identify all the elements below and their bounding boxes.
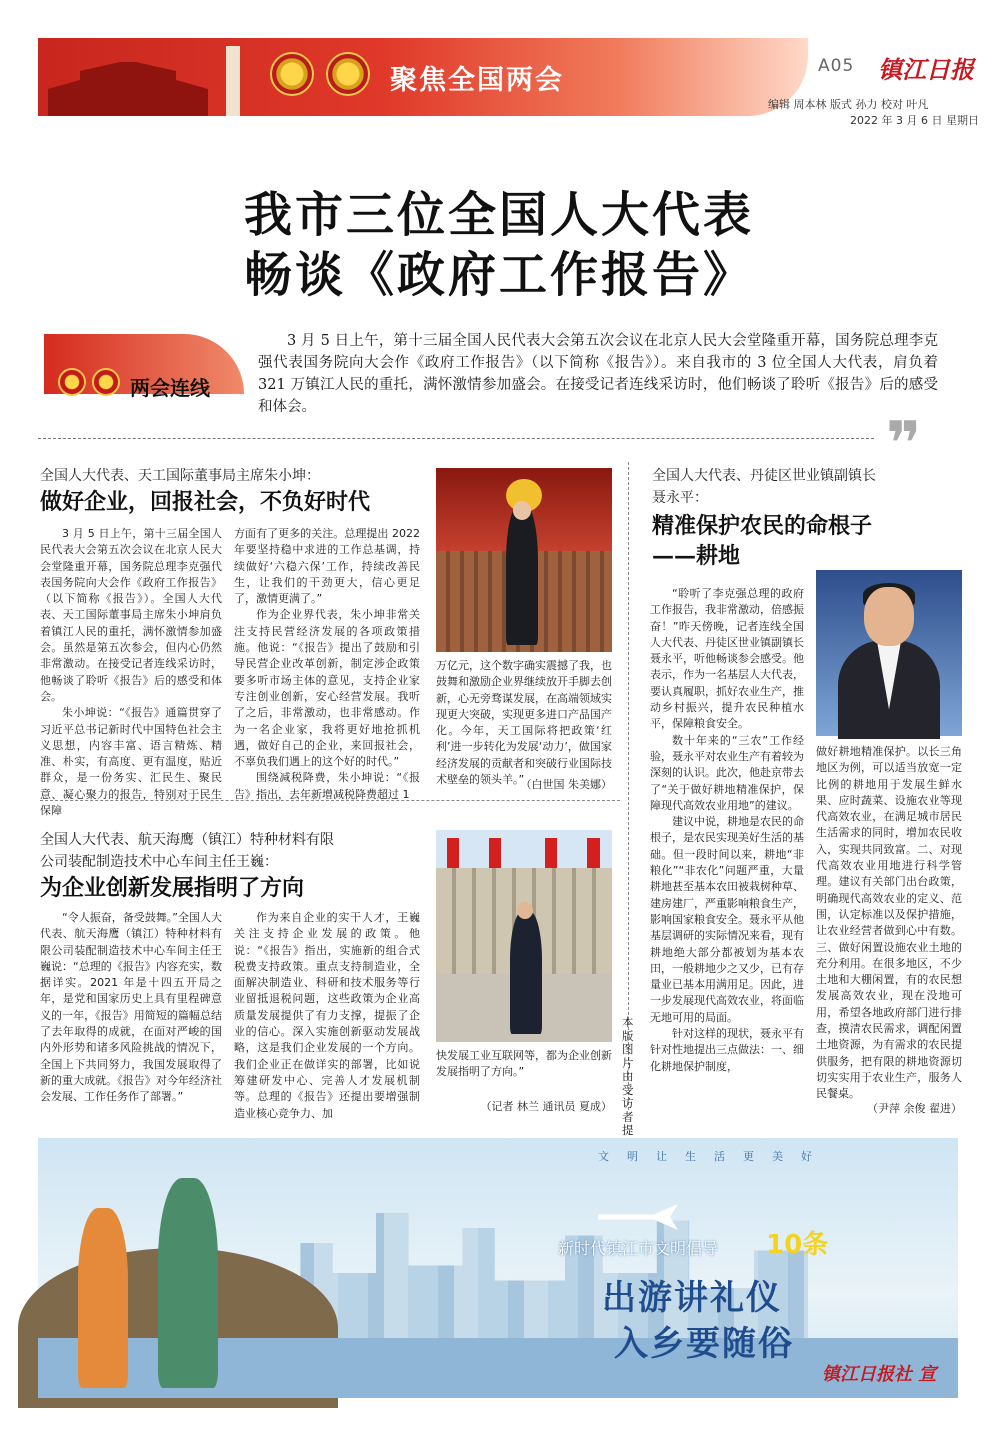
photo-credit-note: 本版图片由受访者提 <box>622 1015 634 1137</box>
national-emblem-icon <box>270 52 314 96</box>
article3-byline: （尹萍 余俊 翟进） <box>867 1102 962 1115</box>
paragraph: “令人振奋，备受鼓舞。”全国人大代表、航天海鹰（镇江）特种材料有限公司装配制造技术中心车间主任王巍说：“总理的《报告》内容充实，数据详实。2021 年是十四五开局之年，是党和国家历史上具有里程碑意义的一年，《报告》用简短的篇幅总结了去年取得的成就，在面对严峻的国内外形势和诸多风险挑战的情况下，全国上下共同努力，我国发展取得了新的重大成就。《报告》对今年经济社会发展、工作任务作了部署。” <box>40 911 222 1104</box>
article3-column2: 做好耕地精准保护。以长三角地区为例，可以适当放宽一定比例的耕地用于发展生鲜水果、应时蔬菜、设施农业等现代高效农业，在满足城市居民生活需求的同时，增加农民收入，实现共同致富。二、对现代高效农业用地进行科学管理。建议有关部门出台政策，明确现代高效农业的定义、范围，认定标准以及保护措施，让农业经营者做到心中有数。三、做好闲置设施农业土地的充分利用。在很多地区，不少土地和大棚闲置，有的农民想发展高效农业，现在没地可用，希望各地政府部门进行排查，摸清农民需求，调配闲置土地资源，为有需求的农民提供服务，把有限的耕地资源切切实实用于农业生产，服务人民餐桌。 <box>816 745 962 1101</box>
article3-lead-line1: 全国人大代表、丹徒区世业镇副镇长 <box>652 468 876 484</box>
hiker-illustration <box>158 1178 218 1388</box>
divider-line <box>40 800 620 801</box>
banner-title: 聚焦全国两会 <box>390 65 564 96</box>
page-number: A05 <box>818 56 855 76</box>
paragraph: “聆听了李克强总理的政府工作报告，我非常激动，倍感振奋！”昨天傍晚，记者连线全国人大代表、丹徒区世业镇副镇长聂永平，听他畅谈参会感受。他表示，作为一名基层人大代表，要认真履职，抓好农业生产，推动乡村振兴，提升农民种植水平，保障粮食安全。 <box>650 587 804 731</box>
article2-column1 <box>40 910 222 1122</box>
paragraph: 围绕减税降费，朱小坤说：“《报告》指出，去年新增减税降费超过 1 <box>234 771 420 801</box>
article3-title-line2: ——耕地 <box>652 543 741 569</box>
quote-icon: ❞ <box>886 409 922 479</box>
paragraph: 方面有了更多的关注。总理提出 2022 年要坚持稳中求进的工作总基调，持续做好‘六稳六保’工作，持续改善民生，让我们的干劲更大，信心更足了，激情更满了。” <box>234 527 420 606</box>
editor-credits: 编辑 周本林 版式 孙力 校对 叶凡 <box>768 98 929 111</box>
ad-slogan: 文明让生活更美好 <box>598 1150 830 1163</box>
headline-line1: 我市三位全国人大代表 <box>243 187 754 243</box>
headline-line2: 畅谈《政府工作报告》 <box>243 247 754 303</box>
ad-title-line1: 出游讲礼仪 <box>602 1278 782 1318</box>
article3-column1 <box>650 586 804 1116</box>
civility-ad-banner <box>38 1138 958 1398</box>
ad-subtitle: 新时代镇江市文明倡导 <box>558 1239 719 1258</box>
article1-lead: 全国人大代表、天工国际董事局主席朱小坤： <box>40 468 320 484</box>
paragraph: 作为企业界代表，朱小坤非常关注支持民营经济发展的各项政策措施。他说：“《报告》提出了鼓励和引导民营企业改革创新，制定涉企政策要多听市场主体的意见，支持企业家专注创业创新，安心经营发展。我听了之后，非常激动，也非常感动。作为一名企业家，我将更好地抢抓机遇，做好自己的企业，来回报社会，不辜负我们遇上的这个好的时代。” <box>234 608 420 769</box>
issue-date: 2022 年 3 月 6 日 星期日 <box>850 114 979 127</box>
article1-column3: 万亿元，这个数字确实震撼了我，也鼓舞和激励企业界继续放开手脚去创新，心无旁骛谋发展，在高端领域实现更大突破，实现更多进口产品国产化。今年，天工国际将把政策‘红利’进一步转化为发展‘动力’，做国家经济发展的贡献者和突破行业国际技术壁垒的领头羊。” <box>436 659 612 787</box>
article3-title-line1: 精准保护农民的命根子 <box>652 513 873 539</box>
paragraph: 建议中说，耕地是农民的命根子，是农民实现美好生活的基础。但一段时间以来，耕地“非粮化”“非农化”问题严重，大量耕地甚至基本农田被栽树种草、建房建厂，严重影响粮食生产，影响国家粮食安全。聂永平从他基层调研的实际情况来看，现有耕地绝大部分都被划为基本农田，一般耕地少之又少，已有存量业已基本用满用足。因此，进一步发展现代高效农业，将面临无地可用的局面。 <box>650 815 804 1024</box>
paragraph: 作为来自企业的实干人才，王巍关注支持企业发展的政策。他说：“《报告》指出，实施新的组合式税费支持政策。重点支持制造业，全面解决制造业、科研和技术服务等行业留抵退税问题，这些政策为企业高质量发展提供了有力支撑，提振了企业的信心。深入实施创新驱动发展战略，这是我们企业发展的一个方向。我们企业正在做详实的部署，比如说筹建研发中心、完善人才发展机制等。总理的《报告》还提出要增强制造业核心竞争力、加 <box>234 911 420 1120</box>
article2-title: 为企业创新发展指明了方向 <box>40 875 305 901</box>
divider-line <box>38 438 874 439</box>
huabiao-illustration <box>226 46 240 116</box>
ad-sponsor-logo: 镇江日报社 宣 <box>822 1364 937 1385</box>
article2-photo <box>436 830 612 1042</box>
article1-column2 <box>234 526 420 801</box>
paragraph: 针对这样的现状，聂永平有针对性地提出三点做法：一、细化耕地保护制度， <box>650 1027 804 1073</box>
article2-column2 <box>234 910 420 1122</box>
header-banner <box>38 38 808 116</box>
ad-title-line2: 入乡要随俗 <box>614 1324 794 1364</box>
article2-lead-line2: 公司装配制造技术中心车间主任王巍： <box>40 854 278 870</box>
section-label-block <box>38 330 238 420</box>
article1-column1 <box>40 526 222 818</box>
hiker-illustration <box>78 1208 128 1388</box>
article1-title: 做好企业，回报社会，不负好时代 <box>40 489 371 515</box>
national-emblem-icon <box>58 368 86 396</box>
article2-column3: 快发展工业互联网等，都为企业创新发展指明了方向。” <box>436 1049 612 1079</box>
article3-portrait-photo <box>816 570 962 736</box>
article2-lead-line1: 全国人大代表、航天海鹰（镇江）特种材料有限 <box>40 832 334 848</box>
article2-byline: （记者 林兰 通讯员 夏成） <box>480 1100 612 1113</box>
cppcc-emblem-icon <box>326 52 370 96</box>
article1-photo <box>436 468 612 652</box>
cppcc-emblem-icon <box>92 368 120 396</box>
column-divider <box>628 462 629 1110</box>
newspaper-logo: 镇江日报 <box>878 55 974 84</box>
paragraph: 数十年来的“三农”工作经验，聂永平对农业生产有着较为深刻的认识。此次，他赴京带去了“关于做好耕地精准保护，保障现代高效农业用地”的建议。 <box>650 733 804 812</box>
ad-number: 10条 <box>766 1230 829 1260</box>
section-label: 两会连线 <box>130 376 210 400</box>
intro-paragraph: 3 月 5 日上午，第十三届全国人民代表大会第五次会议在北京人民大会堂隆重开幕，国务院总理李克强代表国务院向大会作《政府工作报告》（以下简称《报告》）。来自我市的 3 位全国人大代表，肩负着 321 万镇江人民的重托，满怀激情参加盛会。在接受记者连线采访时，他们畅谈了聆听《报告》后的感受和体会。 <box>258 333 938 415</box>
paragraph: 3 月 5 日上午，第十三届全国人民代表大会第五次会议在北京人民大会堂隆重开幕，国务院总理李克强代表国务院向大会作《政府工作报告》（以下简称《报告》）。全国人大代表、天工国际董事局主席朱小坤肩负着镇江人民的重托，满怀激情参加盛会。虽然是第五次参会，但内心仍然非常激动。在接受记者连线采访时，他畅谈了聆听《报告》后的感受和体会。 <box>40 527 222 703</box>
article1-byline: （白世国 朱美娜） <box>520 778 612 791</box>
article3-lead-line2: 聂永平： <box>652 490 708 506</box>
tiananmen-illustration <box>48 56 208 116</box>
paragraph: 朱小坤说：“《报告》通篇贯穿了习近平总书记新时代中国特色社会主义思想，内容丰富、语言精炼、精准、朴实，有高度、更有温度，贴近群众，是一份务实、汇民生、聚民意、凝心聚力的报告，特别对于民生保障 <box>40 706 222 818</box>
